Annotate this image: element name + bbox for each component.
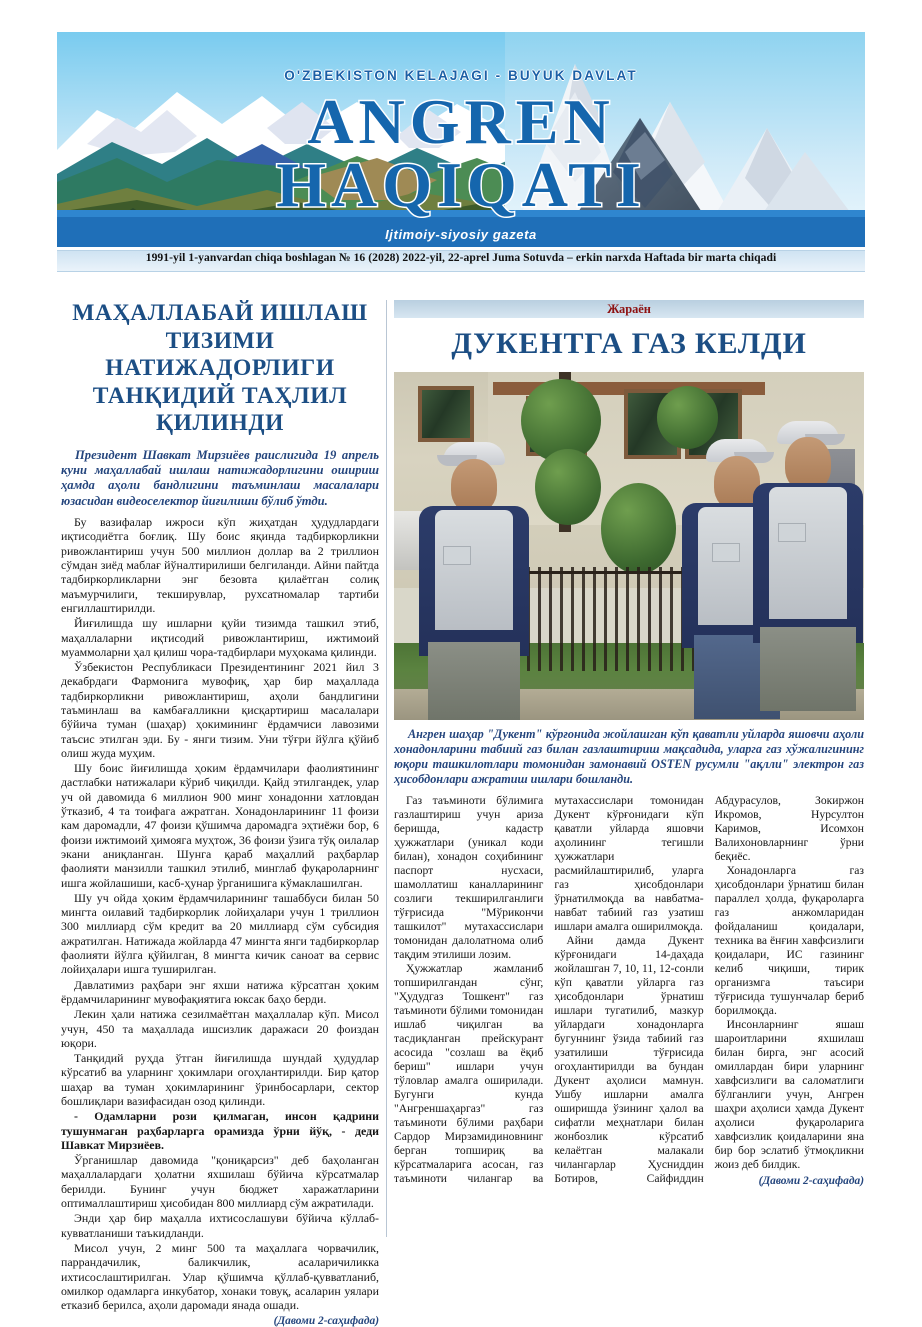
photo-person-pocket [443, 546, 471, 565]
photo-window [418, 386, 474, 442]
masthead-title-angren: ANGREN [307, 86, 615, 157]
right-article-columns [394, 794, 864, 1190]
right-article-paragraph: Ҳужжатлар жамланиб топширилгандан сўнг, "Ҳудудгаз Тошкент" газ таъминоти бўлими томонидан ишлаб чиқилган ва тасдиқланган прейскурант асосида "созлаш ва ёқиб бериш" ишлари учун тўловлар амалга оширилади. Бугунги кунда "Ангреншаҳаргаз" газ таъминоти бўлими раҳбари Сардор Мирзамидиновнинг берган топшириқ ва кўрсатмаларига асосан, газ таъминоти чилангар ва мутахассислари томонидан Дукент кўрғонидаги кўп қаватли уйларда яшовчи аҳолининг тегишли ҳужжатлари расмийлаштирилиб, уларга газ ҳисобдонлари ўрнатилмоқда ва навбатма-навбат табиий газ узатиш ишлари амалга оширилмоқда. [394, 794, 704, 1185]
photo-person-vest [769, 487, 847, 619]
right-article [394, 300, 864, 1190]
publication-info-text: 1991-yil 1-yanvardan chiqa boshlagan № 16 (2028) 2022-yil, 22-aprel Juma Sotuvda – erkin narxda Haftada bir marta chiqadi [145, 251, 777, 264]
masthead-subtitle: Ijtimoiy-siyosiy gazeta [385, 227, 537, 242]
photo-person-vest [435, 510, 513, 630]
right-article-photo-caption: Ангрен шаҳар "Дукент" кўрғонида жойлашган кўп қаватли уйларда яшовчи аҳоли хонадонларини табиий газ билан газлаштириш мақсадида, уларга газ хўжалигининг юқори ташкилотлари томонидан замонавий OSTEN русумли "ақлли" электрон газ ҳисобдонлари ажратиш ишлари бошланди. [394, 727, 864, 786]
left-article-paragraph: Танқидий руҳда ўтган йиғилишда шундай ҳудудлар кўрсатиб ва уларнинг ҳокимлари огоҳлантирилди. Бир қатор шаҳар ва туман ҳокимларининг ўринбосарлари, сектор бошлиқлари вазифасидан озод қилинди. [61, 1051, 379, 1108]
left-article-paragraph: Шу боис йиғилишда ҳоким ёрдамчилари фаолиятининг дастлабки натижалари кўриб чиқилди. Қайд этилгандек, улар уч ой давомида 6 миллион 900 минг хонадонни хатловдан ўтказиб, 4 та тоифага ажратган. Хонадонларининг 11 фоизи кам даромадли, 47 фоизи қўшимча даромадга эҳтиёжи бор, 6 фоизи ижтимоий ҳимояга муҳтож, 36 фоизи ўзига тўқ оилалар экани аниқланган. Шунга қараб маҳаллий раҳбарлар фаолияти манзилли ташкил этилиб, минглаб фуқароларнинг ишга жойлашиши, касб-ҳунар ўрганишига кўмаклашилган. [61, 761, 379, 890]
right-article-paragraph: Хонадонларга газ ҳисобдонлари ўрнатиш билан параллел ҳолда, фуқароларга газ анжомларидан фойдаланиш қоидалари, техника ва ёнғин хавфсизлиги қоидалари, ИС газининг келиб чиқиши, тирик организмга таъсири тўғрисида тушунчалар бериб борилмоқда. [714, 864, 864, 1017]
left-article-paragraph: Йиғилишда шу ишларни қуйи тизимда ташкил этиб, маҳаллаларни иқтисодий ривожлантириш, ижтимоий муаммоларни ҳал қилиш чора-тадбирлари муҳокама қилинди. [61, 616, 379, 659]
left-article-paragraph: Шу уч ойда ҳоким ёрдамчиларининг ташаббуси билан 50 мингта оилавий тадбиркорлик лойиҳалари учун 1 триллион 300 миллиард сўм кредит ва 20 миллиард сўм субсидия ажратилган. Натижада жойларда 47 мингта янги тадбиркорлар фаолияти йўлга қўйилган, 8 мингта кичик саноат ва сервис лойиҳалари ишга туширилган. [61, 890, 379, 977]
left-article-quote: - Одамларни рози қилмаган, инсон қадрини тушунмаган раҳбарларга орамизда ўрни йўқ, - деди Шавкат Мирзиёев. [61, 1109, 379, 1152]
left-article-paragraph: Ўзбекистон Республикаси Президентининг 2021 йил 3 декабрдаги Фармонига мувофиқ, ҳар бир маҳаллада тадбиркорликни ривожлантириш, аҳоли бандлигини таъминлаш ва камбағалликни қисқартириш масалалари бўйича туман (шаҳар) ҳокимининг ёрдамчиси лавозими таъсис этилган эди. Бу - янги тизим. Уни тўғри йўлга қўйиб олиш жуда муҳим. [61, 660, 379, 760]
column-divider [386, 300, 387, 1237]
right-article-paragraph: Айни дамда Дукент кўрғонидаги 14-даҳада жойлашган 7, 10, 11, 12-сонли кўп қаватли уйларга газ ҳисобдонлари ўрнатиш ишлари тугатилиб, мазкур уйлардаги хонадонларга бугуннинг ўзида табиий газ узатилиши тўғрисида огоҳлантирилди ва бундан Дукент аҳолиси мамнун. Ушбу ишларни амалга оширишда ўзининг ҳалол ва сифатли меҳнатлари билан жонбозлик кўрсатиб келаётган малакали чилангарлар Ҳусниддин Ботиров, Сайфиддин Абдурасулов, Зокиржон Икромов, Нурсултон Каримов, Исомхон Валихоновларнинг ўрни беқиёс. [554, 794, 864, 1185]
photo-person-pocket [778, 523, 806, 542]
right-article-paragraph: Газ таъминоти бўлимига газлаштириш учун ариза беришда, кадастр ҳужжатлари (уникал коди билан), хонадон соҳибининг паспорт нусхаси, шамоллатиш каналларининг созлиги текширилганлиги тўғрисида "Мўрикончи ташкилот" мутахассислари томонидан далолатнома олиб тақдим этилиши лозим. [394, 794, 544, 961]
left-article-continued: (Давоми 2-саҳифада) [273, 1315, 379, 1327]
left-article-paragraph: Давлатимиз раҳбари энг яхши натижа кўрсатган ҳоким ёрдамчиларининг мувофақиятига юксак баҳо берди. [61, 977, 379, 1006]
left-article-paragraph: Энди ҳар бир маҳалла ихтисослашуви бўйича кўллаб-кувватланиши таъкидланди. [61, 1211, 379, 1240]
left-article-headline: МАҲАЛЛАБАЙ ИШЛАШ ТИЗИМИ НАТИЖАДОРЛИГИ ТАНҚИДИЙ ТАҲЛИЛ ҚИЛИНДИ [72, 300, 368, 436]
right-article-headline: ДУКЕНТГА ГАЗ КЕЛДИ [451, 327, 807, 360]
left-article [61, 300, 379, 1327]
photo-person-left [403, 442, 544, 720]
photo-person-head [451, 459, 497, 513]
photo-person-right [751, 421, 864, 720]
masthead-title-haqiqati: HAQIQATI [276, 149, 646, 220]
masthead [57, 32, 865, 247]
left-article-paragraph: Лекин ҳали натижа сезилмаётган маҳаллалар кўп. Мисол учун, 450 та маҳаллада ишсизлик даражаси 20 фоиздан юқори. [61, 1007, 379, 1050]
photo-person-legs [760, 627, 856, 711]
left-article-paragraph: Мисол учун, 2 минг 500 та маҳаллага чорвачилик, паррандачилик, баликчилик, асаларичиликка ихтисослаштирилган. Улар қўшимча қўллаб-қувватланиб, омилкор одамларга инкубатор, хонаки товуқ, асаларин уялари етказиб берилса, аҳоли даромади янада ошади. [61, 1240, 379, 1313]
photo-foliage [535, 449, 601, 526]
left-article-paragraph: Ўрганишлар давомида "қониқарсиз" деб баҳоланган маҳаллалардаги ҳолатни яхшилаш бўйича кўрсатмалар берилди. Бунинг учун бюджет харажатларини оптималлаштириш ҳисобидан 800 миллиард сўм ажратилади. [61, 1153, 379, 1211]
right-article-rubric: Жараён [394, 300, 864, 318]
left-article-lead: Президент Шавкат Мирзиёев раислигида 19 апрель куни маҳаллабай ишлаш натижадорлигини ошириш ҳамда аҳоли бандлигини таъминлаш масалалари юзасидан видеоселектор йиғилиши бўлиб ўтди. [61, 447, 379, 508]
right-article-paragraph: Инсонларнинг яшаш шароитларини яхшилаш билан бирга, энг асосий омиллардан бири уларнинг хавфсизлиги ва саломатлиги бўлганлиги учун, Ангрен шаҳри аҳолиси ҳамда Дукент аҳолиси фуқароларига хавфсизлик қоидаларини яна бир бор эслатиб ўтмоқликни жоиз деб билдик. [714, 1018, 864, 1171]
right-article-continued: (Давоми 2-саҳифада) [758, 1175, 864, 1187]
photo-person-pocket [712, 543, 740, 562]
left-article-paragraph: Бу вазифалар ижроси кўп жиҳатдан ҳудудлардаги иқтисодиётга боғлиқ. Шу боис яқинда тадбиркорликни ривожлантириш учун 500 миллион доллар ва 2 триллион сўмдан зиёд маблағ йўналтирилиши белгиланди. Айни пайтда тадбиркорликларни энг безовта қилаётган солиқ маъмурчилиги, текширувлар, рухсатномалар тартиби енгиллаштирилди. [61, 515, 379, 615]
photo-person-legs [428, 642, 520, 720]
masthead-tagline: O'ZBEKISTON KELAJAGI - BUYUK DAVLAT [284, 68, 638, 83]
photo-foliage [601, 483, 676, 573]
right-article-photo [394, 372, 864, 720]
